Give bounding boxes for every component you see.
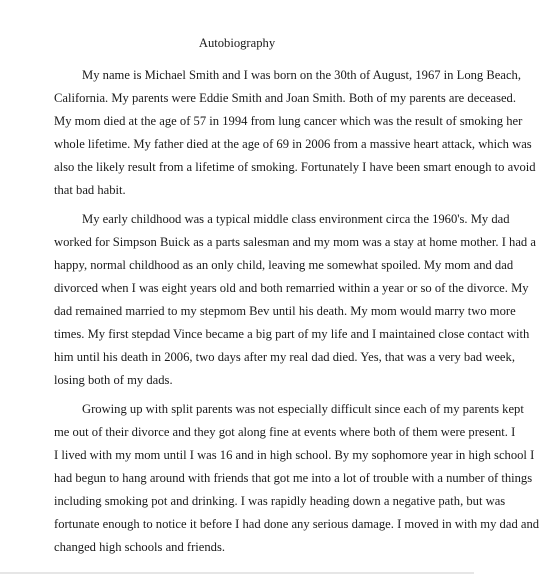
paragraph-line: him until his death in 2006, two days after my real dad died. Yes, that was a very bad week, xyxy=(54,350,515,364)
paragraph-line: fortunate enough to notice it before I had done any serious damage. I moved in with my dad and xyxy=(54,517,539,531)
page-bottom-edge xyxy=(0,572,474,574)
paragraph-line: Growing up with split parents was not especially difficult since each of my parents kept xyxy=(82,402,524,416)
document-title: Autobiography xyxy=(198,36,276,50)
paragraph-line: me out of their divorce and they got along fine at events where both of them were present. I xyxy=(54,425,516,439)
paragraph-line: happy, normal childhood as an only child, leaving me somewhat spoiled. My mom and dad xyxy=(54,258,514,272)
paragraph-line: times. My first stepdad Vince became a big part of my life and I maintained close contact with xyxy=(54,327,530,341)
paragraph-line: losing both of my dads. xyxy=(54,373,173,387)
paragraph-line: worked for Simpson Buick as a parts salesman and my mom was a stay at home mother. I had a xyxy=(54,235,536,249)
paragraph-line: whole lifetime. My father died at the age of 69 in 2006 from a massive heart attack, which was xyxy=(54,137,532,151)
paragraph-line: My mom died at the age of 57 in 1994 from lung cancer which was the result of smoking her xyxy=(54,114,523,128)
paragraph-line: that bad habit. xyxy=(54,183,126,197)
paragraph-line: divorced when I was eight years old and both remarried within a year or so of the divorce. My xyxy=(54,281,529,295)
paragraph-line: had begun to hang around with friends that got me into a lot of trouble with a number of things xyxy=(54,471,533,485)
paragraph-line: I lived with my mom until I was 16 and in high school. By my sophomore year in high school I xyxy=(54,448,535,462)
paragraph-line: also the likely result from a lifetime of smoking. Fortunately I have been smart enough to avoid xyxy=(54,160,536,174)
paragraph-line: California. My parents were Eddie Smith and Joan Smith. Both of my parents are deceased. xyxy=(54,91,517,105)
paragraph-line: including smoking pot and drinking. I was rapidly heading down a negative path, but was xyxy=(54,494,506,508)
paragraph-line: dad remained married to my stepmom Bev until his death. My mom would marry two more xyxy=(54,304,516,318)
paragraph-line: My early childhood was a typical middle class environment circa the 1960's. My dad xyxy=(82,212,510,226)
paragraph-line: changed high schools and friends. xyxy=(54,540,226,554)
paragraph-line: My name is Michael Smith and I was born on the 30th of August, 1967 in Long Beach, xyxy=(82,68,521,82)
